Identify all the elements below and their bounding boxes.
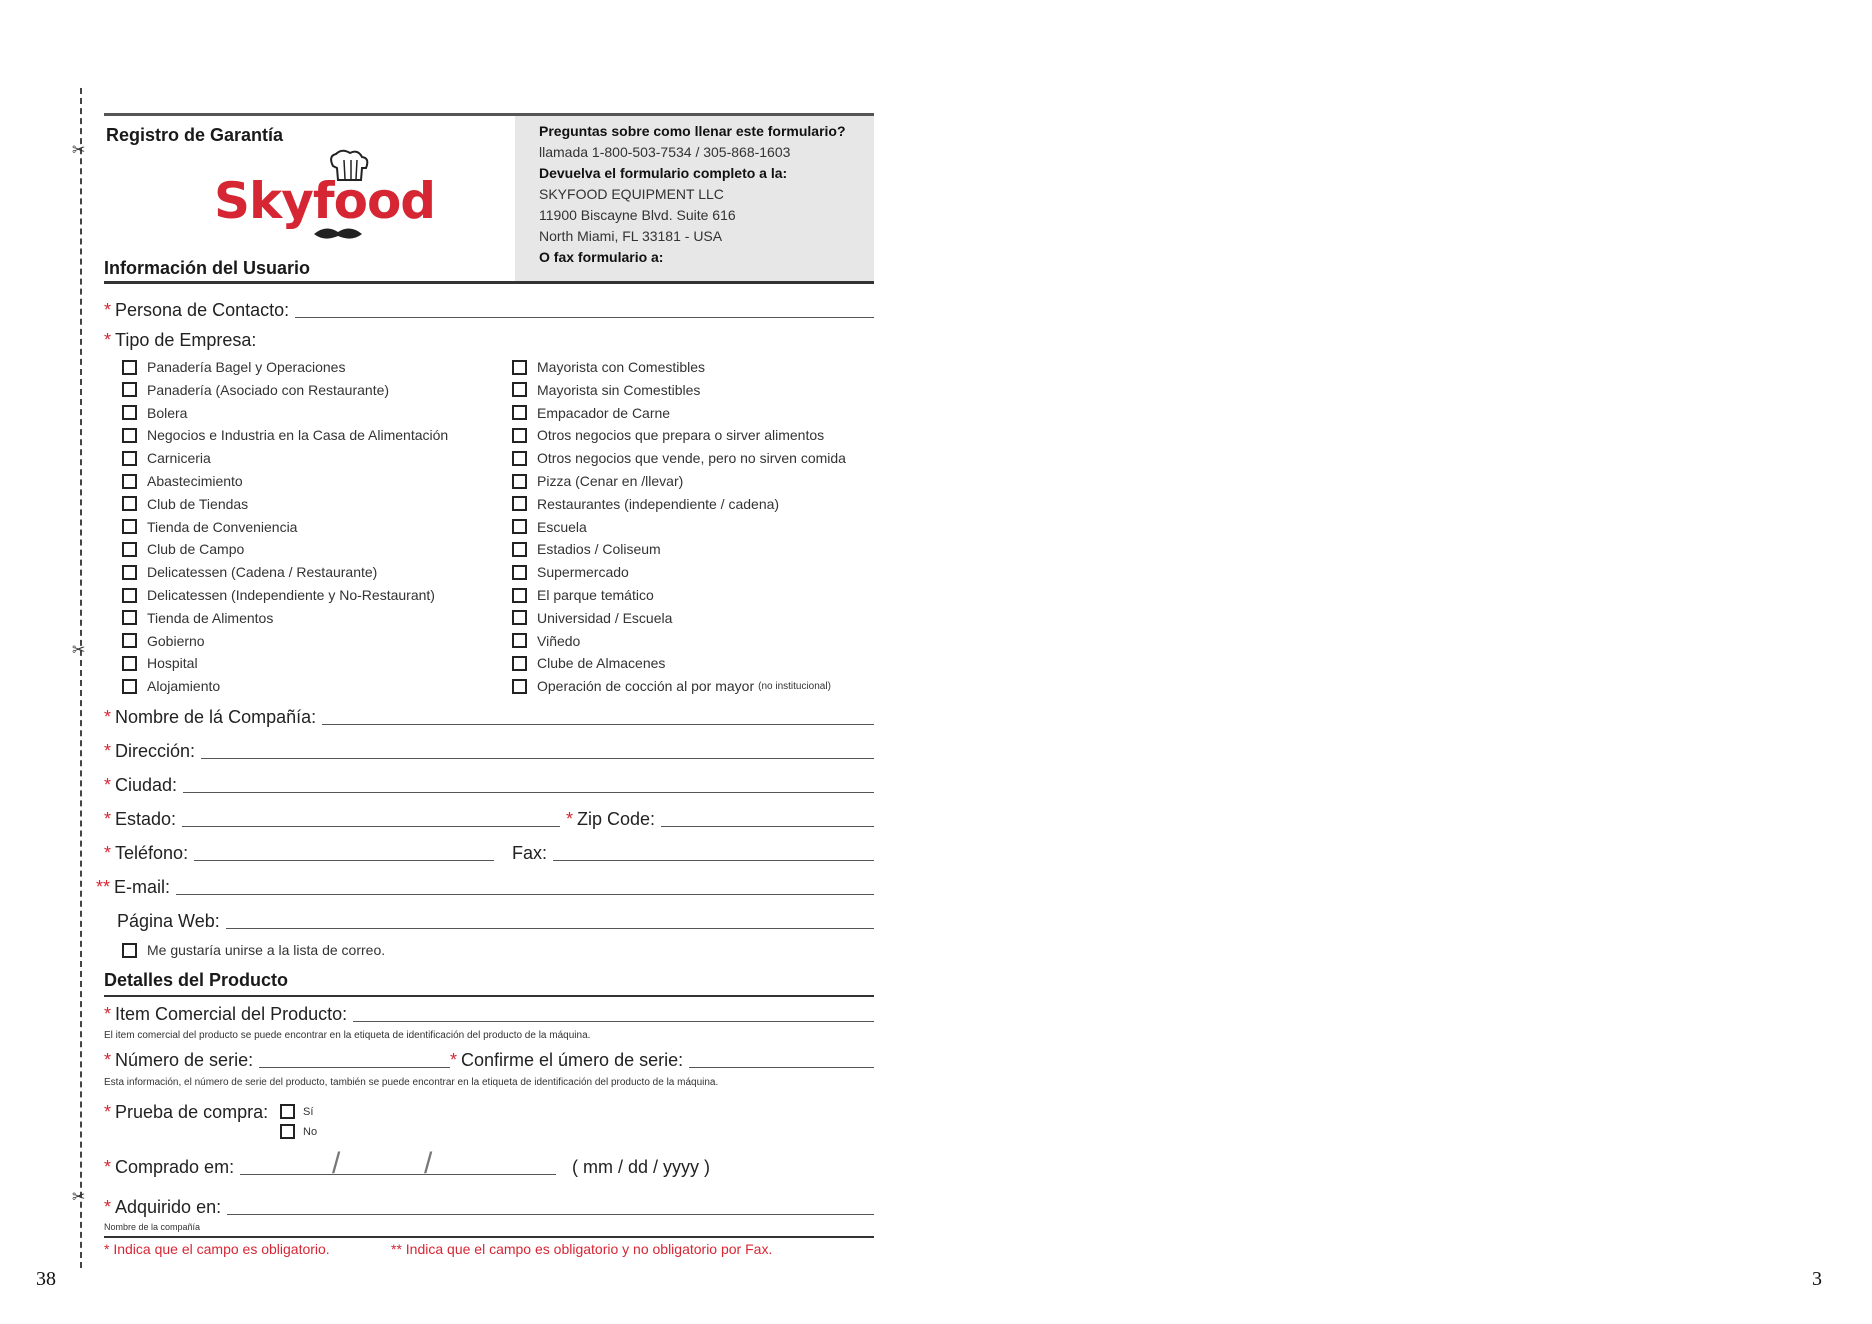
proof-yes-option[interactable]: [280, 1104, 313, 1119]
contact-person-field: * Persona de Contacto:: [104, 300, 874, 321]
purchased-on-label: Comprado em:: [115, 1157, 235, 1177]
return-label: Devuelva el formulario completo a la:: [539, 165, 788, 181]
business-type-checkbox[interactable]: [122, 451, 137, 466]
contact-person-input[interactable]: [295, 317, 874, 318]
business-type-option[interactable]: [122, 382, 389, 398]
business-type-checkbox[interactable]: [512, 405, 527, 420]
scissors-icon: ✂: [72, 1189, 86, 1206]
fax-field: [512, 843, 874, 864]
product-details-title: Detalles del Producto: [104, 970, 874, 997]
business-type-label: Tienda de Alimentos: [147, 609, 274, 626]
business-type-label: Clube de Almacenes: [537, 655, 666, 672]
business-type-label: Delicatessen (Cadena / Restaurante): [147, 564, 378, 581]
page-number-left: 38: [36, 1268, 56, 1290]
email-label: E-mail:: [114, 877, 171, 897]
business-type-label: Viñedo: [537, 632, 581, 649]
business-type-checkbox[interactable]: [122, 588, 137, 603]
business-type-option[interactable]: [512, 633, 580, 649]
business-type-checkbox[interactable]: [512, 633, 527, 648]
business-type-checkbox[interactable]: [122, 679, 137, 694]
business-type-checkbox[interactable]: [512, 679, 527, 694]
business-type-option[interactable]: [512, 519, 587, 535]
company-name-input[interactable]: [322, 724, 874, 725]
fax-field-label: Fax:: [512, 843, 548, 863]
proof-no-checkbox[interactable]: [280, 1124, 295, 1139]
header-left: [104, 116, 514, 281]
purchased-on-field: * Comprado em:: [104, 1157, 556, 1178]
purchased-on-input[interactable]: [240, 1174, 556, 1175]
email-field: ** E-mail:: [96, 877, 874, 898]
serial-input[interactable]: [259, 1067, 450, 1068]
website-input[interactable]: [226, 928, 874, 929]
business-type-label: Tienda de Conveniencia: [147, 518, 298, 535]
business-type-checkbox[interactable]: [122, 382, 137, 397]
business-type-option[interactable]: [512, 496, 779, 512]
business-type-checkbox[interactable]: [512, 382, 527, 397]
form-header: [104, 113, 874, 284]
business-type-option[interactable]: [122, 655, 198, 671]
fax-label: O fax formulario a:: [539, 249, 664, 265]
product-item-label: Item Comercial del Producto:: [115, 1004, 348, 1024]
address-input[interactable]: [201, 758, 874, 759]
business-type-label: Operación de cocción al por mayor: [537, 678, 755, 695]
proof-of-purchase-field: * Prueba de compra:: [104, 1102, 269, 1122]
business-type-option[interactable]: [512, 541, 661, 557]
business-type-label: El parque temático: [537, 587, 654, 603]
mailing-list-label: Me gustaría unirse a la lista de correo.: [147, 942, 386, 958]
city-label: Ciudad:: [115, 775, 178, 795]
business-type-label: Club de Campo: [147, 541, 245, 558]
product-item-note: El item comercial del producto se puede encontrar en la etiqueta de identificación del producto de la máquina.: [104, 1030, 591, 1041]
business-type-option[interactable]: [512, 610, 672, 626]
legend-required: * Indica que el campo es obligatorio.: [104, 1241, 330, 1257]
email-input[interactable]: [176, 894, 874, 895]
business-type-label: Escuela: [537, 518, 587, 535]
business-type-checkbox[interactable]: [512, 542, 527, 557]
business-type-option[interactable]: [512, 405, 670, 421]
acquired-at-note: Nombre de la compañía: [104, 1222, 201, 1232]
acquired-at-input[interactable]: [227, 1214, 874, 1215]
business-type-option[interactable]: [512, 587, 654, 603]
business-type-label: Mayorista con Comestibles: [537, 359, 706, 375]
address-label: Dirección:: [115, 741, 196, 761]
business-type-label: Carniceria: [147, 450, 211, 467]
business-type-label: Otros negocios que prepara o sirver alimentos: [537, 427, 825, 444]
business-type-checkbox[interactable]: [122, 496, 137, 511]
business-type-checkbox[interactable]: [512, 360, 527, 375]
business-type-label: Abastecimiento: [147, 473, 243, 489]
date-separator-1: /: [332, 1147, 341, 1180]
business-type-checkbox[interactable]: [122, 542, 137, 557]
confirm-serial-input[interactable]: [689, 1067, 874, 1068]
product-item-field: * Item Comercial del Producto:: [104, 1004, 874, 1025]
business-type-label: Mayorista sin Comestibles: [537, 381, 701, 398]
return-address-1: 11900 Biscayne Blvd. Suite 616: [539, 207, 736, 223]
business-type-option[interactable]: [122, 587, 435, 603]
state-input[interactable]: [182, 826, 560, 827]
mailing-list-checkbox[interactable]: [122, 943, 137, 958]
serial-field: * Número de serie:: [104, 1050, 450, 1071]
help-panel: [515, 116, 874, 281]
business-type-option[interactable]: [512, 450, 846, 466]
proof-no-label: No: [303, 1125, 318, 1138]
business-type-checkbox[interactable]: [122, 474, 137, 489]
business-type-checkbox[interactable]: [512, 610, 527, 625]
business-type-checkbox[interactable]: [122, 519, 137, 534]
business-type-checkbox[interactable]: [512, 428, 527, 443]
business-type-option[interactable]: [122, 678, 220, 694]
business-type-option[interactable]: [122, 450, 211, 466]
business-type-checkbox[interactable]: [122, 405, 137, 420]
proof-yes-label: Sí: [303, 1105, 314, 1118]
city-input[interactable]: [183, 792, 874, 793]
company-name-label: Nombre de lá Compañía:: [115, 707, 317, 727]
business-type-label: Alojamiento: [147, 678, 221, 695]
product-item-input[interactable]: [353, 1021, 874, 1022]
help-question: Preguntas sobre como llenar este formulario?: [539, 123, 846, 139]
phone-field: * Teléfono:: [104, 843, 494, 864]
return-address-2: North Miami, FL 33181 - USA: [539, 228, 723, 244]
page-number-right: 3: [1812, 1268, 1822, 1290]
business-type-option[interactable]: [512, 678, 831, 694]
user-info-title: Información del Usuario: [104, 258, 311, 278]
business-type-label: Estadios / Coliseum: [537, 541, 661, 558]
cut-line: [80, 88, 82, 1268]
registration-title: Registro de Garantía: [106, 125, 284, 145]
business-type-checkbox[interactable]: [122, 656, 137, 671]
proof-no-option[interactable]: [280, 1124, 317, 1139]
business-type-option[interactable]: [512, 473, 683, 489]
acquired-at-label: Adquirido en:: [115, 1197, 222, 1217]
business-type-checkbox[interactable]: [122, 633, 137, 648]
business-type-label: Gobierno: [147, 632, 205, 649]
date-separator-2: /: [424, 1147, 433, 1180]
business-type-label: Empacador de Carne: [537, 404, 671, 421]
help-phone: llamada 1-800-503-7534 / 305-868-1603: [539, 144, 791, 160]
business-type-option[interactable]: [122, 405, 187, 421]
contact-person-label: Persona de Contacto:: [115, 300, 290, 320]
legend-required-no-fax: ** Indica que el campo es obligatorio y no obligatorio por Fax.: [391, 1241, 773, 1257]
business-type-checkbox[interactable]: [512, 588, 527, 603]
website-field: [117, 911, 874, 932]
zip-field: * Zip Code:: [566, 809, 874, 830]
business-type-label: Supermercado: [537, 564, 629, 581]
business-type-option[interactable]: [122, 541, 244, 557]
scissors-icon: ✂: [72, 642, 86, 659]
business-type-checkbox[interactable]: [512, 519, 527, 534]
business-type-option[interactable]: [512, 427, 824, 443]
return-company: SKYFOOD EQUIPMENT LLC: [539, 186, 724, 202]
business-type-option[interactable]: [512, 564, 629, 580]
business-type-heading: * Tipo de Empresa:: [104, 330, 257, 350]
business-type-option[interactable]: [512, 382, 700, 398]
business-type-option[interactable]: [122, 473, 243, 489]
business-type-label: Otros negocios que vende, pero no sirven comida: [537, 450, 846, 467]
state-label: Estado:: [115, 809, 177, 829]
business-type-option[interactable]: [512, 359, 705, 375]
business-type-label: Universidad / Escuela: [537, 609, 673, 626]
business-type-option[interactable]: [122, 519, 297, 535]
business-type-label: Pizza (Cenar en /llevar): [537, 473, 684, 489]
serial-note: Esta información, el número de serie del producto, también se puede encontrar en la etiqueta de identificación del producto de la máquina.: [104, 1077, 719, 1088]
proof-of-purchase-label: Prueba de compra:: [115, 1102, 269, 1122]
date-format-hint: ( mm / dd / yyyy ): [572, 1157, 711, 1177]
business-type-option[interactable]: [122, 610, 273, 626]
proof-yes-checkbox[interactable]: [280, 1104, 295, 1119]
business-type-option[interactable]: [512, 655, 665, 671]
business-type-option[interactable]: [122, 496, 248, 512]
business-type-option[interactable]: [122, 633, 205, 649]
business-type-checkbox[interactable]: [512, 496, 527, 511]
scissors-icon: ✂: [72, 142, 86, 159]
company-name-field: * Nombre de lá Compañía:: [104, 707, 874, 728]
skyfood-logo: [214, 146, 436, 246]
business-type-label: Panadería (Asociado con Restaurante): [147, 381, 390, 398]
business-type-option[interactable]: [122, 427, 448, 443]
business-type-label: Tipo de Empresa:: [115, 330, 257, 350]
fax-input[interactable]: [553, 860, 874, 861]
mailing-list-option[interactable]: [122, 942, 385, 958]
business-type-label: Bolera: [147, 404, 188, 421]
acquired-at-field: * Adquirido en:: [104, 1197, 874, 1218]
phone-input[interactable]: [194, 860, 494, 861]
phone-label: Teléfono:: [115, 843, 189, 863]
business-type-checkbox[interactable]: [122, 428, 137, 443]
business-type-checkbox[interactable]: [512, 474, 527, 489]
business-type-label: Restaurantes (independiente / cadena): [537, 495, 780, 512]
business-type-checkbox[interactable]: [512, 451, 527, 466]
business-type-checkbox[interactable]: [122, 565, 137, 580]
business-type-suffix: (no institucional): [758, 680, 831, 692]
business-type-label: Negocios e Industria en la Casa de Alimentación: [147, 427, 449, 444]
confirm-serial-label: Confirme el úmero de serie:: [461, 1050, 684, 1070]
zip-input[interactable]: [661, 826, 874, 827]
business-type-checkbox[interactable]: [512, 565, 527, 580]
website-label: Página Web:: [117, 911, 220, 931]
business-type-label: Delicatessen (Independiente y No-Restaurant): [147, 587, 435, 603]
business-type-option[interactable]: [122, 564, 377, 580]
confirm-serial-field: * Confirme el úmero de serie:: [450, 1050, 874, 1071]
city-field: * Ciudad:: [104, 775, 874, 796]
business-type-label: Hospital: [147, 655, 198, 672]
business-type-label: Panadería Bagel y Operaciones: [147, 359, 346, 375]
business-type-checkbox[interactable]: [122, 360, 137, 375]
business-type-checkbox[interactable]: [122, 610, 137, 625]
business-type-label: Club de Tiendas: [147, 495, 249, 512]
brand-name: Skyfood: [214, 172, 436, 230]
address-field: * Dirección:: [104, 741, 874, 762]
footer-rule: [104, 1236, 874, 1238]
serial-label: Número de serie:: [115, 1050, 254, 1070]
business-type-checkbox[interactable]: [512, 656, 527, 671]
zip-label: Zip Code:: [577, 809, 656, 829]
business-type-option[interactable]: [122, 359, 345, 375]
state-field: * Estado:: [104, 809, 560, 830]
